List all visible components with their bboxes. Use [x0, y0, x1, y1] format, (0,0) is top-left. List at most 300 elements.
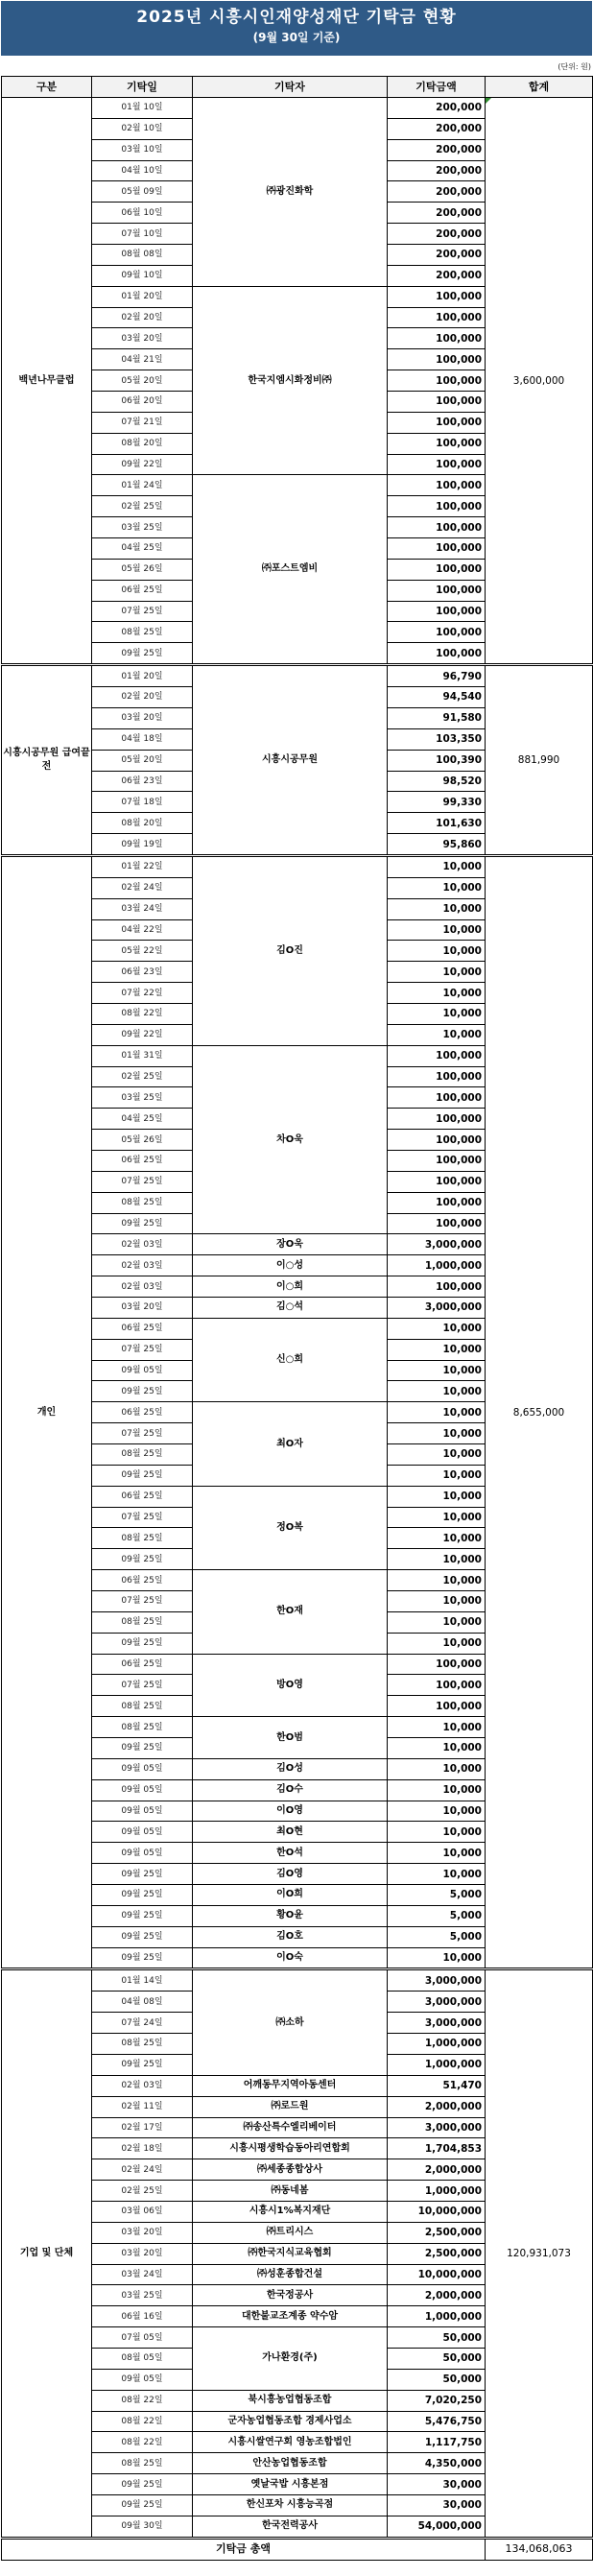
- date-cell: 07월 10일: [92, 224, 193, 245]
- amount-cell: 10,000: [388, 877, 486, 898]
- amount-cell: 91,580: [388, 707, 486, 728]
- amount-cell: 5,476,750: [388, 2411, 486, 2432]
- date-cell: 09월 25일: [92, 1465, 193, 1486]
- date-cell: 02월 03일: [92, 1234, 193, 1255]
- date-cell: 04월 25일: [92, 538, 193, 560]
- date-cell: 07월 18일: [92, 792, 193, 813]
- category-cell: 백년나무클럽: [2, 98, 92, 665]
- amount-cell: 10,000: [388, 1843, 486, 1864]
- date-cell: 04월 08일: [92, 1992, 193, 2013]
- group-sum-value: 120,931,073: [507, 2248, 571, 2260]
- amount-cell: 99,330: [388, 792, 486, 813]
- date-cell: 05월 20일: [92, 370, 193, 392]
- donor-cell: 장O욱: [193, 1234, 388, 1255]
- donor-cell: 한O석: [193, 1843, 388, 1864]
- amount-cell: 100,000: [388, 370, 486, 392]
- date-cell: 02월 25일: [92, 2181, 193, 2202]
- donor-cell: 김O진: [193, 855, 388, 1045]
- amount-cell: 200,000: [388, 98, 486, 119]
- amount-cell: 100,000: [388, 601, 486, 622]
- amount-cell: 2,500,000: [388, 2222, 486, 2243]
- date-cell: 09월 25일: [92, 1926, 193, 1947]
- date-cell: 01월 24일: [92, 475, 193, 496]
- amount-cell: 10,000: [388, 1738, 486, 1759]
- amount-cell: 2,500,000: [388, 2243, 486, 2264]
- date-cell: 06월 25일: [92, 1402, 193, 1423]
- date-cell: 02월 20일: [92, 307, 193, 328]
- date-cell: 09월 25일: [92, 643, 193, 665]
- date-cell: 01월 14일: [92, 1969, 193, 1992]
- date-cell: 09월 05일: [92, 1360, 193, 1381]
- donor-cell: 한국정공사: [193, 2285, 388, 2306]
- amount-cell: 10,000,000: [388, 2201, 486, 2222]
- donor-cell: 군자농업협동조합 경제사업소: [193, 2411, 388, 2432]
- amount-cell: 50,000: [388, 2348, 486, 2369]
- amount-cell: 100,000: [388, 622, 486, 643]
- amount-cell: 2,000,000: [388, 2285, 486, 2306]
- amount-cell: 100,000: [388, 392, 486, 413]
- total-row: [2, 2538, 593, 2560]
- group-sum-value: 881,990: [517, 754, 560, 767]
- date-cell: 09월 25일: [92, 1213, 193, 1234]
- amount-cell: 100,000: [388, 1109, 486, 1130]
- amount-cell: 10,000: [388, 1024, 486, 1045]
- amount-cell: 100,390: [388, 750, 486, 771]
- amount-cell: 10,000: [388, 1717, 486, 1738]
- donor-cell: 대한불교조계종 약수암: [193, 2306, 388, 2327]
- amount-cell: 100,000: [388, 496, 486, 517]
- amount-cell: 100,000: [388, 517, 486, 538]
- amount-cell: 10,000: [388, 1465, 486, 1486]
- amount-cell: 200,000: [388, 245, 486, 266]
- group-sum-cell: [486, 1969, 593, 2538]
- date-cell: 09월 25일: [92, 1738, 193, 1759]
- date-cell: 02월 18일: [92, 2138, 193, 2159]
- date-cell: 06월 20일: [92, 392, 193, 413]
- table-row: [2, 98, 593, 119]
- donor-cell: 안산농업협동조합: [193, 2453, 388, 2474]
- date-cell: 03월 20일: [92, 707, 193, 728]
- amount-cell: 10,000: [388, 1339, 486, 1360]
- date-cell: 09월 05일: [92, 2369, 193, 2390]
- header-category: 구분: [2, 77, 92, 98]
- amount-cell: 103,350: [388, 728, 486, 750]
- amount-cell: 10,000: [388, 1360, 486, 1381]
- date-cell: 09월 25일: [92, 1864, 193, 1885]
- date-cell: 09월 05일: [92, 1758, 193, 1779]
- date-cell: 02월 25일: [92, 496, 193, 517]
- date-cell: 08월 20일: [92, 433, 193, 454]
- amount-cell: 98,520: [388, 771, 486, 792]
- amount-cell: 100,000: [388, 1675, 486, 1696]
- date-cell: 07월 25일: [92, 1675, 193, 1696]
- date-cell: 08월 08일: [92, 245, 193, 266]
- date-cell: 02월 17일: [92, 2117, 193, 2138]
- date-cell: 01월 31일: [92, 1045, 193, 1066]
- amount-cell: 100,000: [388, 1192, 486, 1213]
- date-cell: 07월 25일: [92, 1423, 193, 1444]
- date-cell: 07월 05일: [92, 2327, 193, 2349]
- donor-cell: ㈜송산특수엘리베이터: [193, 2117, 388, 2138]
- date-cell: 09월 25일: [92, 1885, 193, 1906]
- date-cell: 07월 25일: [92, 601, 193, 622]
- amount-cell: 10,000,000: [388, 2264, 486, 2285]
- amount-cell: 1,000,000: [388, 2181, 486, 2202]
- donor-cell: 한국지엠시화정비㈜: [193, 286, 388, 475]
- amount-cell: 100,000: [388, 1213, 486, 1234]
- total-label: 기탁금 총액: [2, 2538, 486, 2560]
- donor-cell: 이○희: [193, 1276, 388, 1298]
- date-cell: 03월 06일: [92, 2201, 193, 2222]
- date-cell: 02월 11일: [92, 2096, 193, 2117]
- amount-cell: 51,470: [388, 2075, 486, 2096]
- date-cell: 08월 25일: [92, 2453, 193, 2474]
- amount-cell: 2,000,000: [388, 2096, 486, 2117]
- donor-cell: 이O숙: [193, 1947, 388, 1969]
- date-cell: 01월 22일: [92, 855, 193, 877]
- amount-cell: 10,000: [388, 1822, 486, 1843]
- date-cell: 03월 25일: [92, 517, 193, 538]
- date-cell: 03월 20일: [92, 1297, 193, 1318]
- date-cell: 07월 22일: [92, 983, 193, 1004]
- amount-cell: 200,000: [388, 265, 486, 286]
- amount-cell: 100,000: [388, 328, 486, 349]
- donor-cell: 시흥시평생학습동아리연합회: [193, 2138, 388, 2159]
- date-cell: 03월 20일: [92, 2222, 193, 2243]
- amount-cell: 10,000: [388, 1486, 486, 1507]
- donor-cell: 김O수: [193, 1779, 388, 1801]
- amount-cell: 10,000: [388, 1423, 486, 1444]
- amount-cell: 200,000: [388, 160, 486, 181]
- date-cell: 04월 22일: [92, 919, 193, 941]
- date-cell: 05월 20일: [92, 750, 193, 771]
- donor-cell: 이O영: [193, 1801, 388, 1822]
- date-cell: 01월 10일: [92, 98, 193, 119]
- donor-cell: 이○성: [193, 1255, 388, 1276]
- amount-cell: 100,000: [388, 1045, 486, 1066]
- date-cell: 09월 25일: [92, 1905, 193, 1926]
- date-cell: 03월 24일: [92, 898, 193, 919]
- amount-cell: 3,000,000: [388, 2117, 486, 2138]
- amount-cell: 200,000: [388, 181, 486, 203]
- donor-cell: 신○희: [193, 1318, 388, 1401]
- amount-cell: 95,860: [388, 834, 486, 856]
- amount-cell: 100,000: [388, 1696, 486, 1717]
- donor-cell: 시흥시공무원: [193, 665, 388, 856]
- date-cell: 02월 03일: [92, 1255, 193, 1276]
- date-cell: 09월 19일: [92, 834, 193, 856]
- amount-cell: 96,790: [388, 665, 486, 687]
- amount-cell: 4,350,000: [388, 2453, 486, 2474]
- amount-cell: 10,000: [388, 1528, 486, 1549]
- amount-cell: 10,000: [388, 1758, 486, 1779]
- date-cell: 05월 22일: [92, 941, 193, 962]
- date-cell: 06월 23일: [92, 962, 193, 983]
- date-cell: 09월 30일: [92, 2516, 193, 2538]
- donor-cell: 어깨동무지역아동센터: [193, 2075, 388, 2096]
- page-subtitle: (9월 30일 기준): [252, 31, 341, 44]
- date-cell: 06월 25일: [92, 1318, 193, 1339]
- amount-cell: 3,000,000: [388, 2013, 486, 2034]
- date-cell: 06월 10일: [92, 203, 193, 224]
- amount-cell: 10,000: [388, 1549, 486, 1570]
- donor-cell: ㈜세종종합상사: [193, 2159, 388, 2181]
- date-cell: 08월 20일: [92, 813, 193, 834]
- date-cell: 07월 25일: [92, 1591, 193, 1612]
- donor-cell: 한신포차 시흥능곡점: [193, 2494, 388, 2516]
- amount-cell: 1,000,000: [388, 2054, 486, 2075]
- date-cell: 03월 20일: [92, 2243, 193, 2264]
- date-cell: 09월 05일: [92, 1801, 193, 1822]
- date-cell: 02월 25일: [92, 1066, 193, 1087]
- amount-cell: 100,000: [388, 1066, 486, 1087]
- date-cell: 03월 10일: [92, 139, 193, 160]
- header-date: 기탁일: [92, 77, 193, 98]
- date-cell: 09월 25일: [92, 1947, 193, 1969]
- header-row: [2, 77, 593, 98]
- amount-cell: 94,540: [388, 687, 486, 708]
- amount-cell: 10,000: [388, 898, 486, 919]
- donor-cell: 한O재: [193, 1570, 388, 1654]
- amount-cell: 50,000: [388, 2369, 486, 2390]
- donor-cell: 황O윤: [193, 1905, 388, 1926]
- donor-cell: 가나환경(주): [193, 2327, 388, 2391]
- amount-cell: 3,000,000: [388, 1297, 486, 1318]
- amount-cell: 10,000: [388, 1801, 486, 1822]
- date-cell: 08월 25일: [92, 1717, 193, 1738]
- category-cell: 시흥시공무원 급여끝전: [2, 665, 92, 856]
- date-cell: 08월 25일: [92, 2034, 193, 2055]
- amount-cell: 5,000: [388, 1905, 486, 1926]
- donor-cell: ㈜포스트엠비: [193, 475, 388, 665]
- header-donor: 기탁자: [193, 77, 388, 98]
- donor-cell: 한O범: [193, 1717, 388, 1759]
- donor-cell: 김O영: [193, 1864, 388, 1885]
- category-cell: 개인: [2, 855, 92, 1969]
- donor-cell: ㈜성훈종합건설: [193, 2264, 388, 2285]
- amount-cell: 10,000: [388, 1947, 486, 1969]
- donor-cell: 김○석: [193, 1297, 388, 1318]
- date-cell: 02월 03일: [92, 2075, 193, 2096]
- amount-cell: 100,000: [388, 580, 486, 601]
- date-cell: 04월 18일: [92, 728, 193, 750]
- donor-cell: 정O복: [193, 1486, 388, 1569]
- date-cell: 06월 23일: [92, 771, 193, 792]
- amount-cell: 10,000: [388, 1611, 486, 1633]
- donor-cell: 북시흥농업협동조합: [193, 2390, 388, 2411]
- amount-cell: 100,000: [388, 1150, 486, 1171]
- date-cell: 09월 25일: [92, 1549, 193, 1570]
- date-cell: 09월 25일: [92, 2494, 193, 2516]
- date-cell: 08월 22일: [92, 2390, 193, 2411]
- amount-cell: 100,000: [388, 538, 486, 560]
- table-row: [2, 665, 593, 687]
- amount-cell: 100,000: [388, 1276, 486, 1298]
- amount-cell: 1,000,000: [388, 2034, 486, 2055]
- date-cell: 07월 21일: [92, 412, 193, 433]
- amount-cell: 100,000: [388, 1654, 486, 1675]
- date-cell: 07월 25일: [92, 1339, 193, 1360]
- amount-cell: 200,000: [388, 224, 486, 245]
- date-cell: 01월 20일: [92, 665, 193, 687]
- amount-cell: 100,000: [388, 286, 486, 307]
- date-cell: 09월 05일: [92, 1779, 193, 1801]
- date-cell: 06월 25일: [92, 580, 193, 601]
- amount-cell: 3,000,000: [388, 1234, 486, 1255]
- date-cell: 08월 25일: [92, 1444, 193, 1466]
- amount-cell: 10,000: [388, 1570, 486, 1591]
- amount-cell: 100,000: [388, 307, 486, 328]
- group-sum-cell: [486, 98, 593, 665]
- date-cell: 08월 25일: [92, 1611, 193, 1633]
- date-cell: 03월 25일: [92, 1087, 193, 1109]
- amount-cell: 10,000: [388, 1318, 486, 1339]
- amount-cell: 10,000: [388, 1633, 486, 1654]
- date-cell: 06월 16일: [92, 2306, 193, 2327]
- date-cell: 08월 22일: [92, 1003, 193, 1024]
- donor-cell: ㈜소하: [193, 1969, 388, 2075]
- date-cell: 08월 25일: [92, 1696, 193, 1717]
- amount-cell: 101,630: [388, 813, 486, 834]
- donor-cell: 시흥시쌀연구회 영농조합법인: [193, 2432, 388, 2453]
- donor-cell: 옛날국밥 시흥본점: [193, 2474, 388, 2495]
- amount-cell: 100,000: [388, 1171, 486, 1192]
- date-cell: 09월 22일: [92, 454, 193, 475]
- category-cell: 기업 및 단체: [2, 1969, 92, 2538]
- date-cell: 02월 10일: [92, 118, 193, 139]
- date-cell: 09월 05일: [92, 1843, 193, 1864]
- amount-cell: 10,000: [388, 1381, 486, 1402]
- date-cell: 03월 25일: [92, 2285, 193, 2306]
- amount-cell: 200,000: [388, 203, 486, 224]
- date-cell: 03월 20일: [92, 328, 193, 349]
- date-cell: 07월 25일: [92, 1507, 193, 1528]
- donor-cell: 한국전력공사: [193, 2516, 388, 2538]
- amount-cell: 100,000: [388, 559, 486, 580]
- date-cell: 02월 24일: [92, 2159, 193, 2181]
- donor-cell: ㈜트리시스: [193, 2222, 388, 2243]
- table-body: [2, 98, 593, 2539]
- group-sum-cell: [486, 855, 593, 1969]
- date-cell: 06월 25일: [92, 1486, 193, 1507]
- table-row: [2, 855, 593, 877]
- amount-cell: 100,000: [388, 475, 486, 496]
- date-cell: 09월 25일: [92, 1633, 193, 1654]
- amount-cell: 5,000: [388, 1885, 486, 1906]
- amount-cell: 10,000: [388, 983, 486, 1004]
- date-cell: 08월 22일: [92, 2411, 193, 2432]
- date-cell: 09월 22일: [92, 1024, 193, 1045]
- date-cell: 06월 25일: [92, 1570, 193, 1591]
- amount-cell: 200,000: [388, 118, 486, 139]
- amount-cell: 10,000: [388, 1402, 486, 1423]
- amount-cell: 50,000: [388, 2327, 486, 2349]
- amount-cell: 3,000,000: [388, 1992, 486, 2013]
- amount-cell: 100,000: [388, 454, 486, 475]
- amount-cell: 100,000: [388, 412, 486, 433]
- donor-cell: 차O욱: [193, 1045, 388, 1234]
- amount-cell: 10,000: [388, 1779, 486, 1801]
- amount-cell: 1,117,750: [388, 2432, 486, 2453]
- date-cell: 09월 25일: [92, 2054, 193, 2075]
- date-cell: 02월 24일: [92, 877, 193, 898]
- date-cell: 05월 26일: [92, 1130, 193, 1151]
- amount-cell: 10,000: [388, 1444, 486, 1466]
- date-cell: 09월 25일: [92, 2474, 193, 2495]
- amount-cell: 10,000: [388, 962, 486, 983]
- page-title: 2025년 시흥시인재양성재단 기탁금 현황: [136, 8, 457, 27]
- amount-cell: 10,000: [388, 1003, 486, 1024]
- table-row: [2, 1969, 593, 1992]
- cell-comment-marker-icon: [486, 98, 491, 104]
- total-value: 134,068,063: [486, 2538, 593, 2560]
- donor-cell: ㈜로드원: [193, 2096, 388, 2117]
- date-cell: 08월 25일: [92, 1528, 193, 1549]
- amount-cell: 1,704,853: [388, 2138, 486, 2159]
- date-cell: 09월 10일: [92, 265, 193, 286]
- amount-cell: 1,000,000: [388, 2306, 486, 2327]
- group-sum-value: 3,600,000: [512, 374, 565, 387]
- amount-cell: 10,000: [388, 855, 486, 877]
- amount-cell: 54,000,000: [388, 2516, 486, 2538]
- date-cell: 01월 20일: [92, 286, 193, 307]
- amount-cell: 10,000: [388, 1507, 486, 1528]
- date-cell: 02월 20일: [92, 687, 193, 708]
- amount-cell: 200,000: [388, 139, 486, 160]
- amount-cell: 100,000: [388, 1087, 486, 1109]
- donor-cell: 최O현: [193, 1822, 388, 1843]
- donor-cell: 시흥시1%복지재단: [193, 2201, 388, 2222]
- unit-label: (단위: 원): [557, 62, 591, 71]
- date-cell: 02월 03일: [92, 1276, 193, 1298]
- amount-cell: 10,000: [388, 919, 486, 941]
- amount-cell: 7,020,250: [388, 2390, 486, 2411]
- date-cell: 06월 25일: [92, 1654, 193, 1675]
- amount-cell: 10,000: [388, 1864, 486, 1885]
- amount-cell: 100,000: [388, 349, 486, 370]
- donation-table: [1, 76, 593, 2561]
- donor-cell: 김O호: [193, 1926, 388, 1947]
- date-cell: 08월 25일: [92, 622, 193, 643]
- donor-cell: ㈜한국지식교육협회: [193, 2243, 388, 2264]
- date-cell: 07월 24일: [92, 2013, 193, 2034]
- title-banner: [1, 1, 592, 56]
- group-sum-cell: [486, 665, 593, 856]
- amount-cell: 1,000,000: [388, 1255, 486, 1276]
- amount-cell: 2,000,000: [388, 2159, 486, 2181]
- date-cell: 09월 05일: [92, 1822, 193, 1843]
- date-cell: 05월 26일: [92, 559, 193, 580]
- amount-cell: 100,000: [388, 643, 486, 665]
- date-cell: 06월 25일: [92, 1150, 193, 1171]
- amount-cell: 30,000: [388, 2474, 486, 2495]
- donor-cell: 방O영: [193, 1654, 388, 1717]
- donor-cell: 김O성: [193, 1758, 388, 1779]
- date-cell: 04월 25일: [92, 1109, 193, 1130]
- donor-cell: ㈜동네봄: [193, 2181, 388, 2202]
- date-cell: 05월 09일: [92, 181, 193, 203]
- header-amount: 기탁금액: [388, 77, 486, 98]
- date-cell: 07월 25일: [92, 1171, 193, 1192]
- amount-cell: 10,000: [388, 941, 486, 962]
- donor-cell: ㈜광진화학: [193, 98, 388, 287]
- date-cell: 08월 22일: [92, 2432, 193, 2453]
- date-cell: 09월 25일: [92, 1381, 193, 1402]
- amount-cell: 10,000: [388, 1591, 486, 1612]
- amount-cell: 30,000: [388, 2494, 486, 2516]
- amount-cell: 100,000: [388, 433, 486, 454]
- date-cell: 08월 05일: [92, 2348, 193, 2369]
